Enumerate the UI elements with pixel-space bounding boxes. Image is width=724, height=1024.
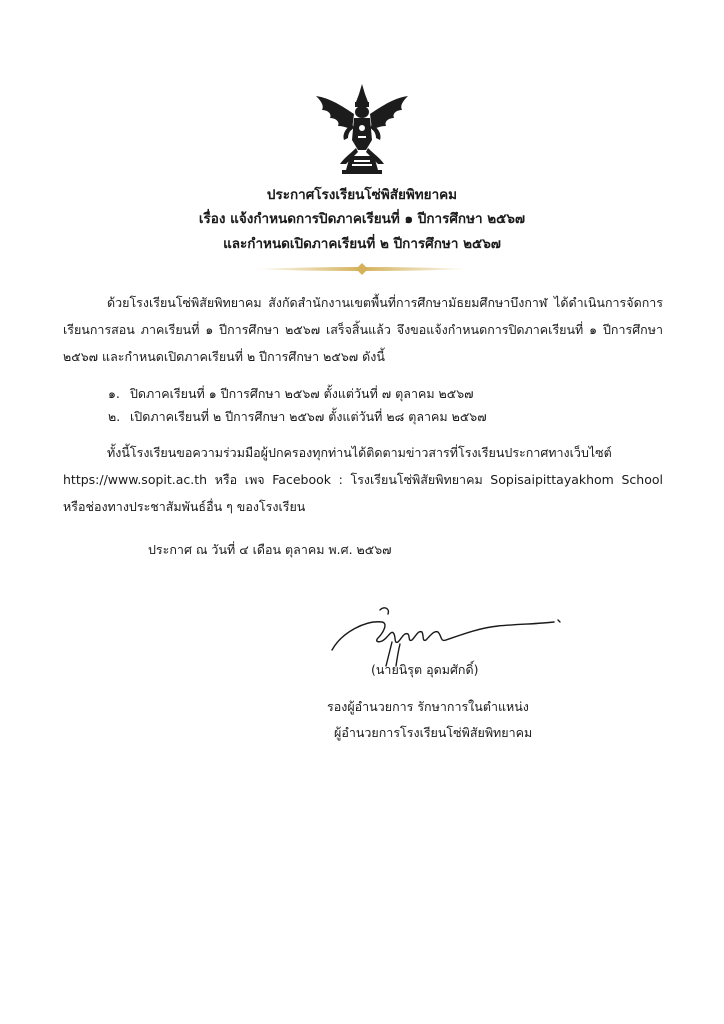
document-subject: เรื่อง แจ้งกำหนดการปิดภาคเรียนที่ ๑ ปีการศึกษา ๒๕๖๗ [198,211,526,227]
body-paragraph-intro [63,289,663,370]
signer-position-title: ผู้อำนวยการโรงเรียนโซ่พิสัยพิทยาคม [334,725,533,740]
signer-name: (นายนิรุต อุดมศักดิ์) [371,662,479,677]
list-item-number: ๒. [108,409,121,424]
gold-divider-ornament [252,262,472,276]
list-item-text: ปิดภาคเรียนที่ ๑ ปีการศึกษา ๒๕๖๗ ตั้งแต่วันที่ ๗ ตุลาคม ๒๕๖๗ [130,386,474,401]
body-paragraph-notice [63,439,663,520]
paragraph-intro-text: ด้วยโรงเรียนโซ่พิสัยพิทยาคม สังกัดสำนักงานเขตพื้นที่การศึกษามัธยมศึกษาบึงกาฬ ได้ดำเนินการจัดการเรียนการสอน ภาคเรียนที่ ๑ ปีการศึกษา ๒๕๖๗ เสร็จสิ้นแล้ว จึงขอแจ้งกำหนดการปิดภาคเรียนที่ ๑ ปีการศึกษา ๒๕๖๗ และกำหนดเปิดภาคเรียนที่ ๒ ปีการศึกษา ๒๕๖๗ ดังนี้ [63,295,663,364]
garuda-emblem [312,84,412,176]
document-subject-continued: และกำหนดเปิดภาคเรียนที่ ๒ ปีการศึกษา ๒๕๖๗ [223,236,501,252]
list-item-number: ๑. [108,386,120,401]
list-item [108,383,474,405]
list-item [108,406,487,428]
document-title: ประกาศโรงเรียนโซ่พิสัยพิทยาคม [266,187,458,203]
list-item-text: เปิดภาคเรียนที่ ๒ ปีการศึกษา ๒๕๖๗ ตั้งแต่วันที่ ๒๘ ตุลาคม ๒๕๖๗ [130,409,487,424]
paragraph-notice-text: ทั้งนี้โรงเรียนขอความร่วมมือผู้ปกครองทุกท่านได้ติดตามข่าวสารที่โรงเรียนประกาศทางเว็บไซต์ https://www.sopit.ac.th หรือ เพจ Facebook : โรงเรียนโซ่พิสัยพิทยาคม Sopisaipittayakhom School หรือช่องทางประชาสัมพันธ์อื่น ๆ ของโรงเรียน [63,445,663,514]
announcement-date: ประกาศ ณ วันที่ ๔ เดือน ตุลาคม พ.ศ. ๒๕๖๗ [148,542,392,557]
signer-position: รองผู้อำนวยการ รักษาการในตำแหน่ง [327,699,529,714]
